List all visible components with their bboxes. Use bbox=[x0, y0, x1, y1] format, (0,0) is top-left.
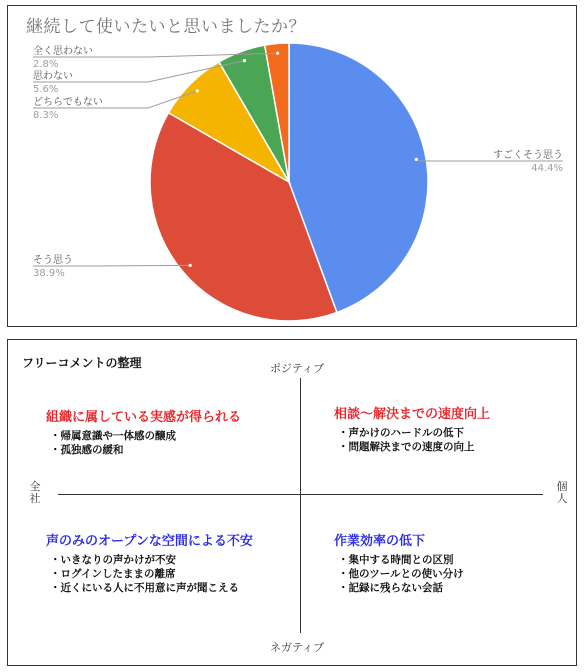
matrix-heading: フリーコメントの整理 bbox=[22, 356, 142, 370]
axis-label-individual-char-2: 人 bbox=[556, 492, 568, 505]
pie-slice-label: そう思う bbox=[33, 255, 73, 266]
pie-slice-value: 2.8% bbox=[33, 59, 59, 70]
quadrant-title: 相談～解決までの速度向上 bbox=[334, 407, 491, 422]
pie-chart bbox=[8, 6, 578, 328]
pie-slice-value: 38.9% bbox=[33, 268, 65, 279]
pie-slice-label: 思わない bbox=[33, 71, 73, 82]
pie-slice-label: どちらでもない bbox=[33, 97, 103, 108]
axis-label-company-char-1: 全 bbox=[29, 480, 41, 493]
quadrant-title: 組織に属している実感が得られる bbox=[46, 410, 242, 425]
quadrant-top-left bbox=[46, 406, 241, 457]
pie-slice-label: 全く思わない bbox=[33, 46, 93, 57]
quadrant-top-right bbox=[334, 403, 490, 454]
quadrant-item: ・帰属意識や一体感の醸成 bbox=[50, 430, 176, 442]
pie-slice-value: 8.3% bbox=[33, 110, 59, 121]
quadrant-bottom-left bbox=[46, 530, 253, 595]
pie-leader-dot bbox=[415, 158, 418, 161]
pie-chart-panel bbox=[7, 5, 577, 327]
pie-leader-dot bbox=[243, 59, 246, 62]
axis-label-individual-char-1: 個 bbox=[556, 480, 568, 493]
axis-label-positive: ポジティブ bbox=[270, 362, 325, 375]
axis-label-company-char-2: 社 bbox=[29, 492, 41, 505]
quadrant-item: ・記録に残らない会話 bbox=[338, 582, 443, 594]
quadrant-item: ・孤独感の緩和 bbox=[50, 444, 124, 456]
quadrant-bottom-right bbox=[334, 530, 464, 595]
pie-leader-dot bbox=[276, 52, 279, 55]
axis-label-negative: ネガティブ bbox=[270, 641, 325, 654]
quadrant-item: ・近くにいる人に不用意に声が聞こえる bbox=[50, 582, 239, 594]
quadrant-item: ・集中する時間との区別 bbox=[338, 554, 454, 566]
pie-slice-value: 44.4% bbox=[531, 163, 563, 174]
pie-slice-value: 5.6% bbox=[33, 84, 59, 95]
chart-title: 継続して使いたいと思いましたか？ bbox=[26, 17, 306, 37]
quadrant-item: ・いきなりの声かけが不安 bbox=[50, 554, 176, 566]
quadrant-item: ・ログインしたままの離席 bbox=[50, 568, 176, 580]
pie-leader-dot bbox=[196, 89, 199, 92]
quadrant-item: ・問題解決までの速度の向上 bbox=[338, 441, 475, 453]
quadrant-item: ・他のツールとの使い分け bbox=[338, 568, 464, 580]
axis-label-company bbox=[29, 481, 41, 505]
pie-slice-label: すごくそう思う bbox=[493, 150, 563, 161]
quadrant-title: 声のみのオープンな空間による不安 bbox=[46, 534, 253, 549]
quadrant-item: ・声かけのハードルの低下 bbox=[338, 427, 464, 439]
comment-matrix-panel bbox=[7, 339, 577, 666]
vertical-axis-line bbox=[300, 378, 301, 633]
pie-leader-dot bbox=[189, 264, 192, 267]
axis-label-individual bbox=[556, 481, 568, 505]
quadrant-title: 作業効率の低下 bbox=[334, 534, 426, 549]
